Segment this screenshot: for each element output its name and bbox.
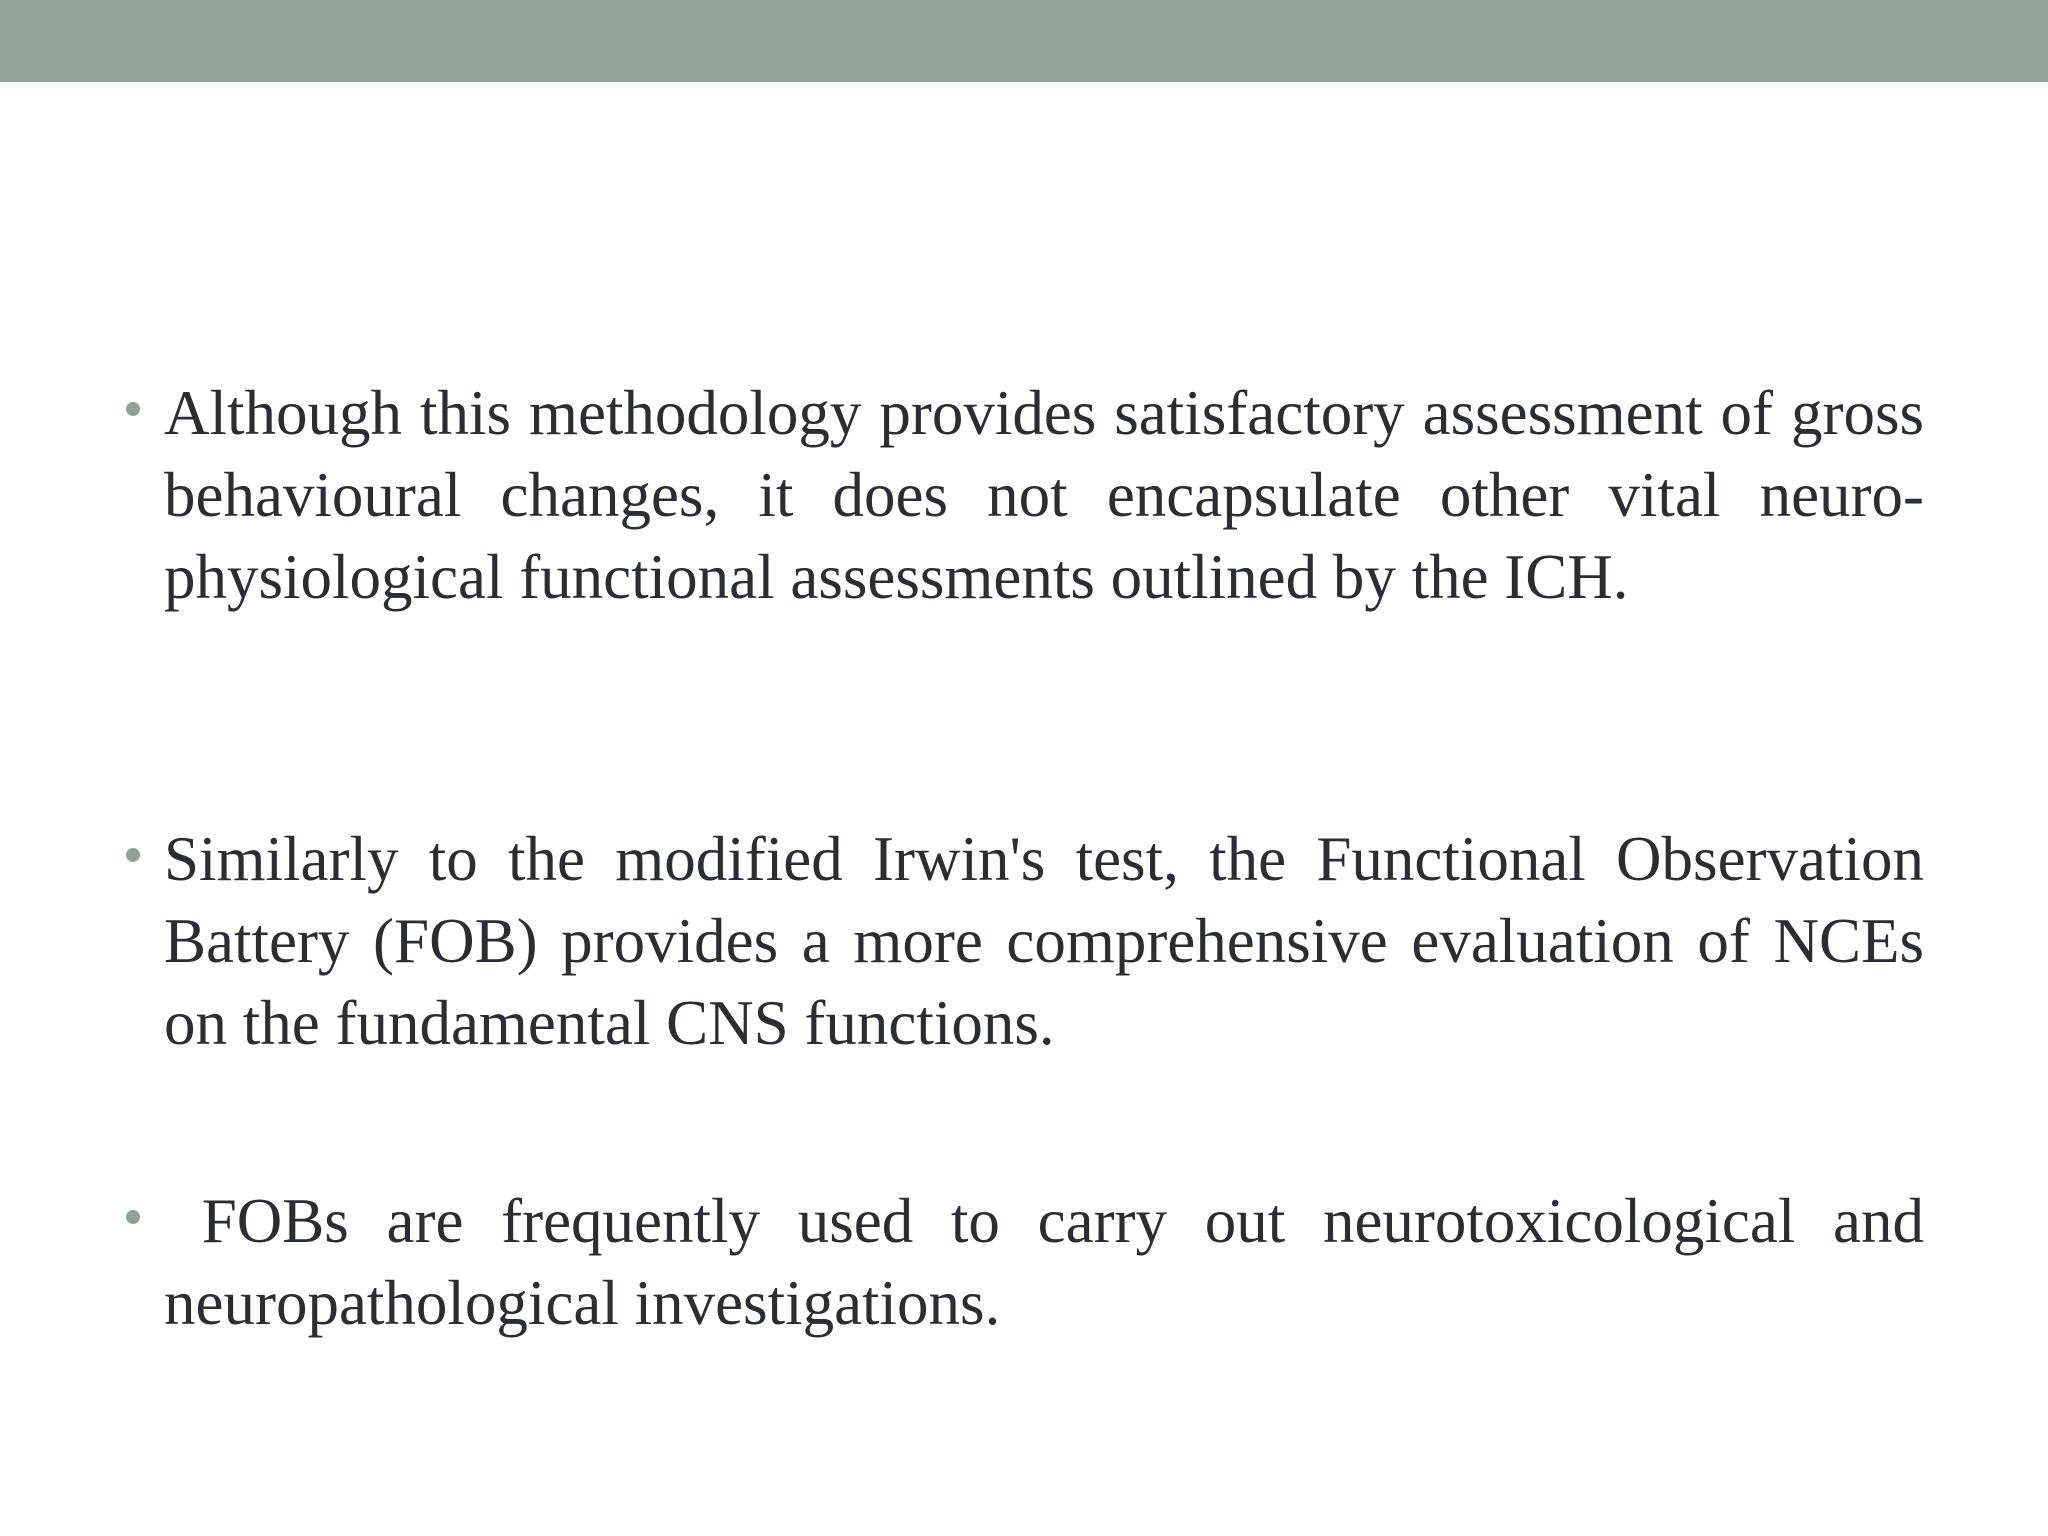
bullet-text: Although this methodology provides satisfactory assessment of gross behavioural changes, it does not encapsulate other vital neuro-physiological functional assessments outlined by the ICH.	[164, 378, 1924, 612]
bullet-text: Similarly to the modified Irwin's test, the Functional Observation Battery (FOB) provides a more comprehensive evaluation of NCEs on the fundamental CNS functions.	[164, 824, 1924, 1058]
bullet-icon	[126, 1210, 140, 1224]
bullet-text: FOBs are frequently used to carry out neurotoxicological and neuropathological investigations.	[164, 1186, 1940, 1338]
bullet-icon	[126, 848, 140, 862]
bullet-icon	[126, 402, 140, 416]
